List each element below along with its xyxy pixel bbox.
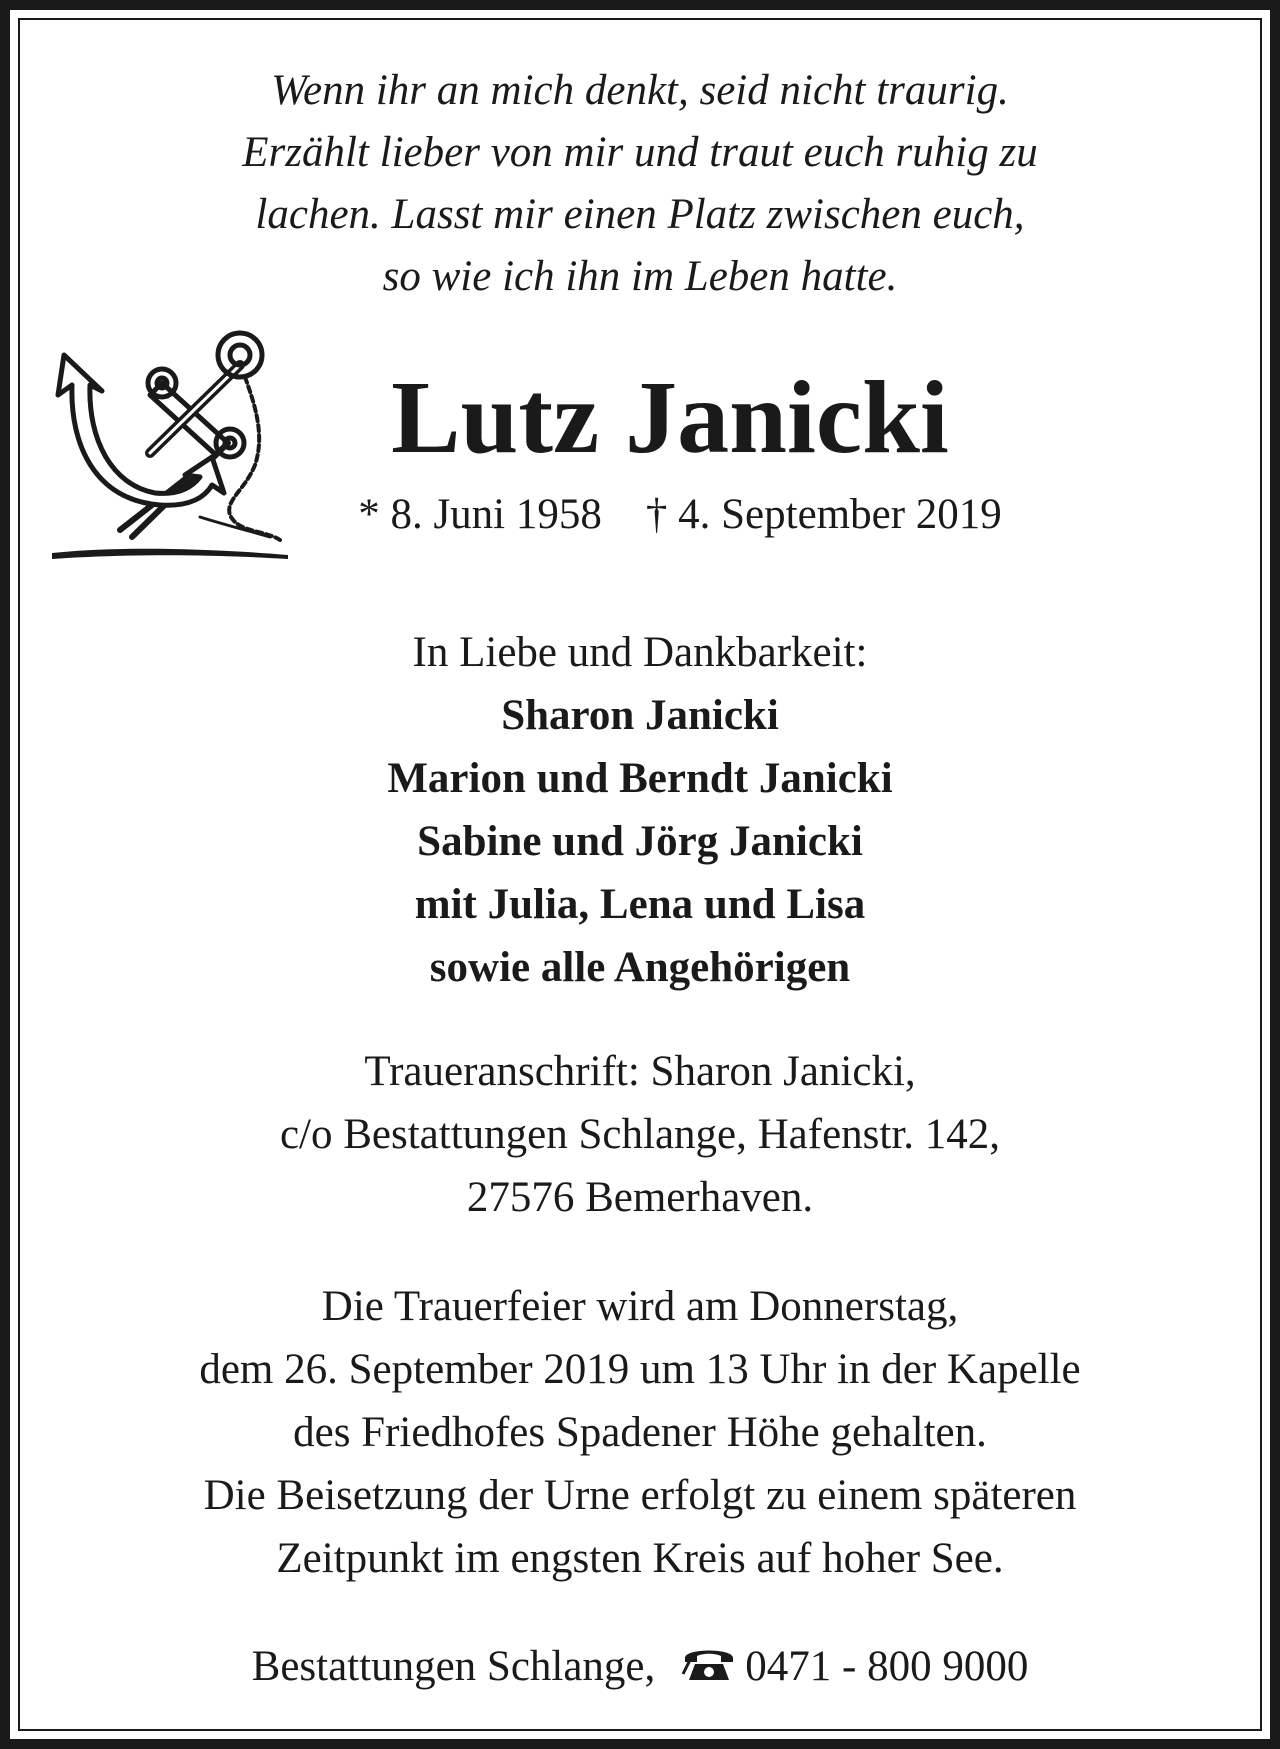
ceremony-line-3: des Friedhofes Spadener Höhe gehalten. xyxy=(293,1409,987,1456)
address-line-2: c/o Bestattungen Schlange, Hafenstr. 142, xyxy=(279,1111,1001,1158)
life-dates xyxy=(40,490,1280,539)
address-line-3: 27576 Bemerhaven. xyxy=(466,1174,814,1221)
phone-number: 0471 - 800 9000 xyxy=(745,1643,1029,1690)
ceremony-line-4: Die Beisetzung der Urne erfolgt zu einem späteren xyxy=(203,1472,1077,1519)
deceased-name: Lutz Janicki xyxy=(391,360,949,475)
mourner-line-5: sowie alle Angehörigen xyxy=(429,944,851,991)
ceremony-line-2: dem 26. September 2019 um 13 Uhr in der Kapelle xyxy=(199,1346,1081,1393)
poem-line-1: Wenn ihr an mich denkt, seid nicht traurig. xyxy=(271,67,1009,114)
telephone-icon xyxy=(681,1644,737,1695)
ceremony-line-1: Die Trauerfeier wird am Donnerstag, xyxy=(321,1283,959,1330)
ceremony-line-5: Zeitpunkt im engsten Kreis auf hoher See. xyxy=(276,1535,1004,1582)
poem-line-3: lachen. Lasst mir einen Platz zwischen euch, xyxy=(255,191,1025,238)
poem-line-4: so wie ich ihn im Leben hatte. xyxy=(382,253,898,300)
address-line-1: Traueranschrift: Sharon Janicki, xyxy=(364,1048,916,1095)
mourner-line-4: mit Julia, Lena und Lisa xyxy=(414,881,866,928)
undertaker-name: Bestattungen Schlange, xyxy=(251,1643,656,1690)
poem-line-2: Erzählt lieber von mir und traut euch ruhig zu xyxy=(242,129,1038,176)
birth-date: * 8. Juni 1958 xyxy=(358,491,602,538)
mourner-line-1: Sharon Janicki xyxy=(501,692,779,739)
undertaker-contact xyxy=(0,1642,1280,1695)
mourners-intro: In Liebe und Dankbarkeit: xyxy=(412,629,868,676)
mourner-line-3: Sabine und Jörg Janicki xyxy=(417,818,863,865)
death-date: † 4. September 2019 xyxy=(645,491,1002,538)
mourner-line-2: Marion und Berndt Janicki xyxy=(387,755,893,802)
